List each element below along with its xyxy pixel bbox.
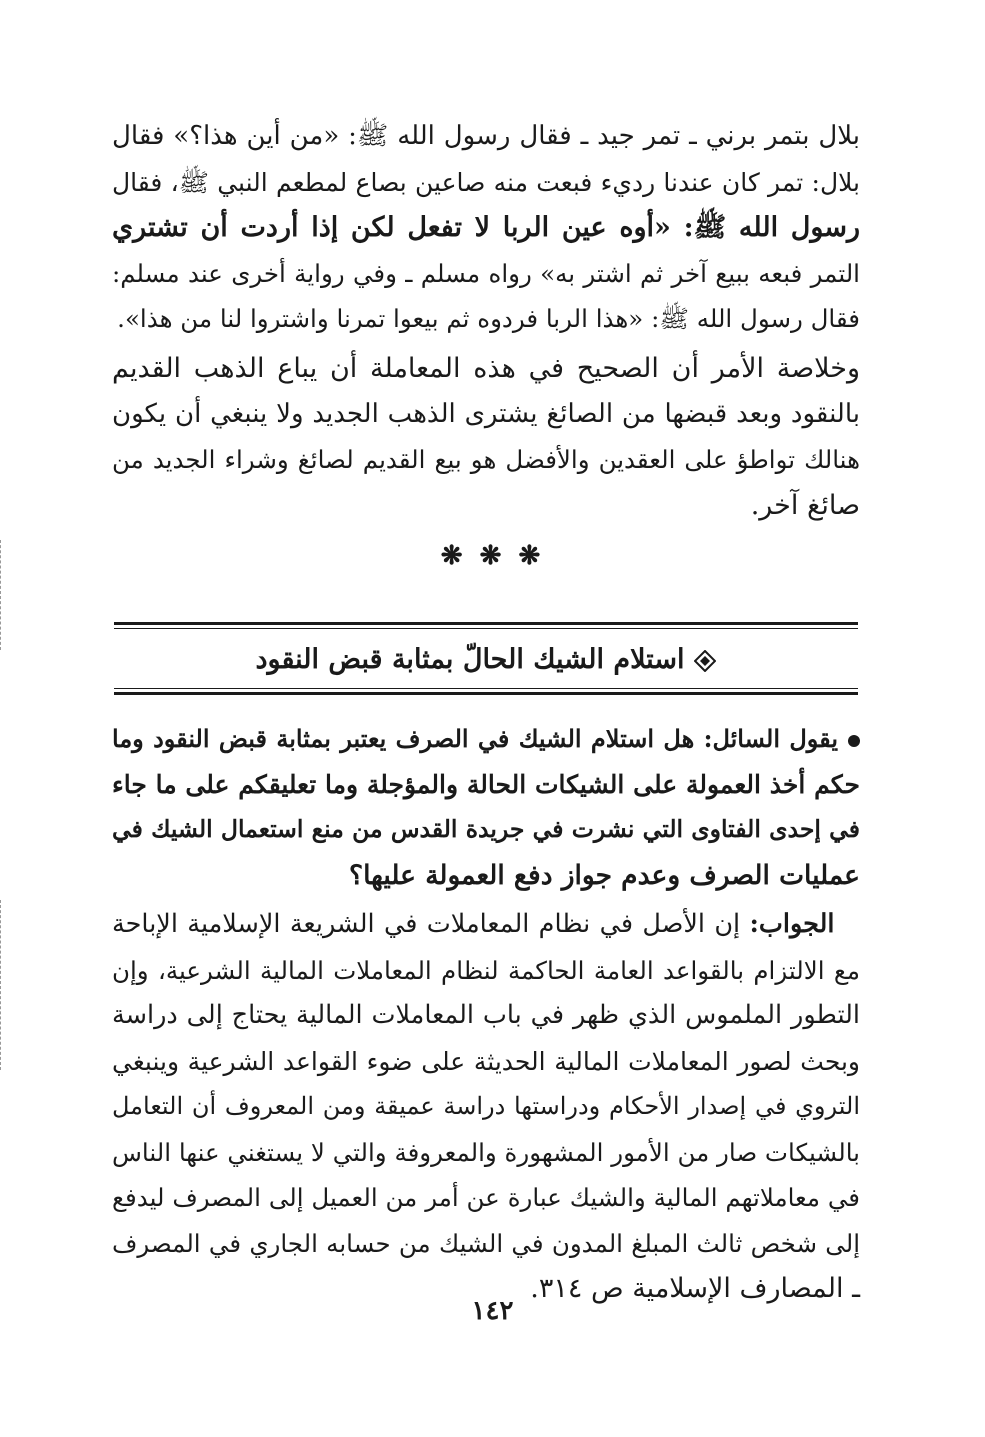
question-line-text: يقول السائل: هل استلام الشيك في الصرف يعتبر بمثابة قبض النقود وما [112, 724, 838, 753]
text-line: بلال: تمر كان عندنا رديء فبعت منه صاعين بصاع لمطعم النبي ﷺ، فقال [112, 167, 860, 197]
answer-line: وبحث لصور المعاملات المالية الحديثة على ضوء القواعد الشرعية وينبغي [112, 1046, 860, 1076]
section-separator: ❋ ❋ ❋ [440, 541, 545, 571]
question-line: عمليات الصرف وعدم جواز دفع العمولة عليها؟ [349, 859, 860, 891]
answer-line: التطور الملموس الذي ظهر في باب المعاملات المالية يحتاج إلى دراسة [112, 1000, 860, 1030]
question-paragraph [112, 716, 860, 898]
question-line: حكم أخذ العمولة على الشيكات الحالة والمؤجلة وما تعليقكم على ما جاء [112, 769, 860, 799]
text-line: بالنقود وبعد قبضها من الصائغ يشترى الذهب الجديد ولا ينبغي أن يكون [112, 398, 860, 429]
answer-line: في معاملاتهم المالية والشيك عبارة عن أمر من العميل إلى المصرف ليدفع [112, 1183, 860, 1212]
text-line: وخلاصة الأمر أن الصحيح في هذه المعاملة أن يباع الذهب القديم [112, 353, 860, 384]
bullet-icon [848, 735, 860, 747]
heading-rule-top-thin [114, 628, 858, 629]
text-line: صائغ آخر. [750, 489, 860, 521]
diamond-icon [694, 650, 716, 672]
heading-rule-bottom-thick [114, 692, 858, 695]
answer-label: الجواب: [749, 909, 835, 939]
answer-line [112, 902, 860, 948]
answer-line: ـ المصارف الإسلامية ص ٣١٤. [530, 1273, 860, 1304]
text-line: بلال بتمر برني ـ تمر جيد ـ فقال رسول الله ﷺ: «من أين هذا؟» فقال [112, 121, 860, 151]
heading-rule-bottom-thin [114, 688, 858, 689]
answer-line: إلى شخص ثالث المبلغ المدون في الشيك من حسابه الجاري في المصرف [112, 1228, 860, 1258]
answer-paragraph [112, 902, 860, 1312]
conclusion-paragraph [112, 346, 860, 528]
text-line: رسول الله ﷺ: «أوه عين الربا لا تفعل لكن إذا أردت أن تشتري [112, 212, 860, 243]
text-line: فقال رسول الله ﷺ: «هذا الربا فردوه ثم بيعوا تمرنا واشتروا لنا من هذا». [117, 304, 860, 333]
page-number: ١٤٢ [471, 1296, 514, 1326]
section-heading [114, 637, 858, 683]
hadith-paragraph [112, 114, 860, 342]
question-line [112, 716, 860, 762]
answer-line: التروي في إصدار الأحكام ودراستها دراسة عميقة ومن المعروف أن التعامل [112, 1092, 860, 1120]
answer-line-text: إن الأصل في نظام المعاملات في الشريعة الإسلامية الإباحة [112, 909, 750, 939]
text-line: هنالك تواطؤ على العقدين والأفضل هو بيع القديم لصائغ وشراء الجديد من [112, 445, 860, 474]
answer-line: بالشيكات صار من الأمور المشهورة والمعروفة والتي لا يستغني عنها الناس [112, 1137, 860, 1167]
question-line: في إحدى الفتاوى التي نشرت في جريدة القدس من منع استعمال الشيك في [112, 815, 860, 843]
section-heading-text: استلام الشيك الحالّ بمثابة قبض النقود [255, 644, 685, 675]
answer-line: مع الالتزام بالقواعد العامة الحاكمة لنظام المعاملات المالية الشرعية، وإن [112, 955, 860, 985]
margin-dash-mark [0, 900, 4, 1070]
heading-rule-top-thick [114, 622, 858, 625]
text-line: التمر فبعه ببيع آخر ثم اشتر به» رواه مسلم ـ وفي رواية أخرى عند مسلم: [112, 258, 860, 288]
